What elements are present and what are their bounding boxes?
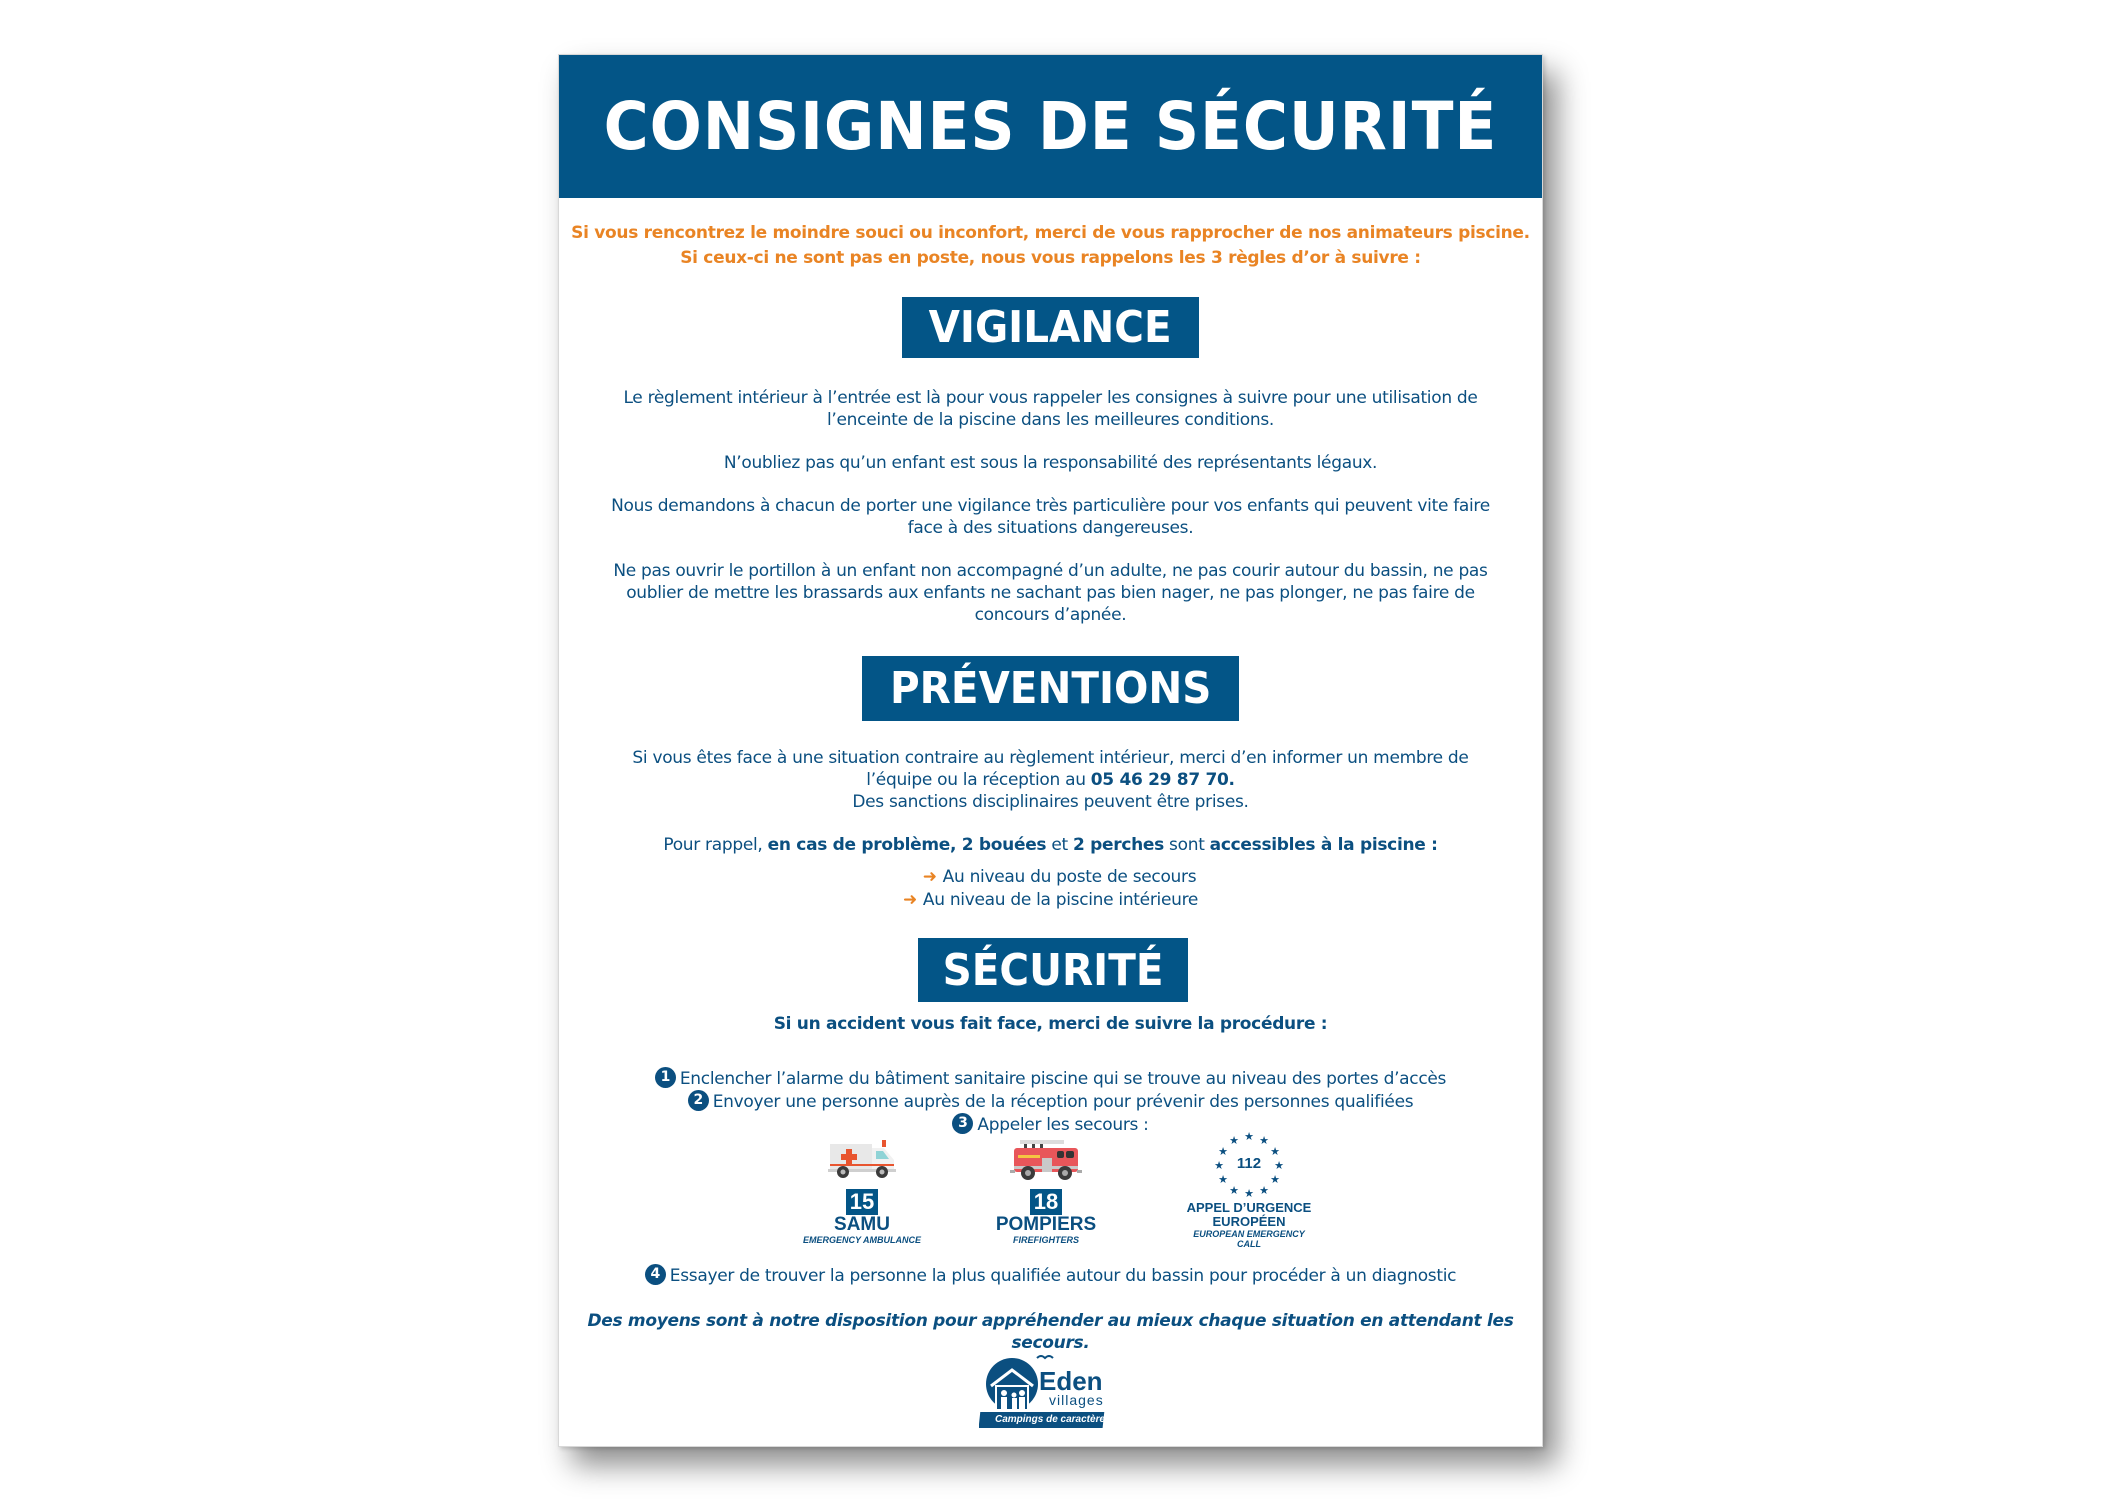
step-number-4-icon: 4 <box>645 1264 666 1285</box>
reminder-text-1: Pour rappel, <box>663 835 768 855</box>
logo-brand: Eden <box>1039 1366 1103 1396</box>
fire-truck-icon <box>1010 1138 1082 1182</box>
reminder-text-3: sont <box>1163 835 1210 855</box>
step-4 <box>559 1265 1542 1287</box>
intro-line-1: Si vous rencontrez le moindre souci ou inconfort, merci de vous rapprocher de nos animateurs piscine. <box>571 223 1530 243</box>
preventions-title-text: PRÉVENTIONS <box>889 663 1212 714</box>
step-4-text: Essayer de trouver la personne la plus qualifiée autour du bassin pour procéder à un diagnostic <box>669 1266 1457 1286</box>
securite-title-text: SÉCURITÉ <box>942 944 1164 996</box>
vigilance-p1-line1: Le règlement intérieur à l’entrée est là pour vous rappeler les consignes à suivre pour une utilisation de <box>623 388 1478 408</box>
logo-tagline: Campings de caractère <box>994 1414 1106 1425</box>
step-2-text: Envoyer une personne auprès de la réception pour prévenir des personnes qualifiées <box>712 1092 1414 1112</box>
reminder-text-2: et <box>1046 835 1073 855</box>
svg-text:★: ★ <box>1244 1187 1254 1197</box>
step-number-1-icon: 1 <box>655 1067 676 1088</box>
vigilance-p2: N’oubliez pas qu’un enfant est sous la responsabilité des représentants légaux. <box>723 453 1378 473</box>
svg-text:★: ★ <box>1270 1173 1280 1186</box>
svg-text:★: ★ <box>1259 1134 1269 1147</box>
step-number-2-icon: 2 <box>688 1090 709 1111</box>
emergency-pompiers <box>991 1138 1101 1245</box>
svg-text:★: ★ <box>1244 1131 1254 1143</box>
closing-statement: Des moyens sont à notre disposition pour appréhender au mieux chaque situation en attendant les secours. <box>587 1311 1514 1353</box>
section-title-securite <box>918 938 1188 1002</box>
preventions-line2-text: l’équipe ou la réception au <box>866 770 1091 790</box>
location-item-1 <box>559 866 1542 888</box>
vigilance-title-text: VIGILANCE <box>928 302 1173 353</box>
eu-label-line1: APPEL D’URGENCE <box>1186 1200 1312 1215</box>
preventions-line1: Si vous êtes face à une situation contraire au règlement intérieur, merci d’en informer un membre de <box>632 748 1469 768</box>
vigilance-p4-line2: oublier de mettre les brassards aux enfants ne sachant pas bien nager, ne pas plonger, ne pas faire de <box>626 583 1475 603</box>
arrow-right-icon: ➜ <box>922 867 937 887</box>
section-title-vigilance <box>902 297 1199 358</box>
step-3-text: Appeler les secours : <box>977 1115 1149 1135</box>
eu-label-line2: EUROPÉEN <box>1212 1214 1286 1229</box>
pompiers-number: 18 <box>1030 1189 1062 1215</box>
reminder-bold-3: accessibles à la piscine : <box>1209 835 1438 855</box>
section-title-preventions <box>862 656 1239 721</box>
pompiers-label: POMPIERS <box>995 1214 1097 1235</box>
logo-sub: villages <box>1049 1392 1104 1408</box>
svg-text:★: ★ <box>1229 1134 1239 1147</box>
svg-text:★: ★ <box>1259 1184 1269 1197</box>
vigilance-p4-line1: Ne pas ouvrir le portillon à un enfant non accompagné d’un adulte, ne pas courir autour du bassin, ne pas <box>613 561 1488 581</box>
preventions-reminder <box>559 834 1542 856</box>
step-1-text: Enclencher l’alarme du bâtiment sanitaire piscine qui se trouve au niveau des portes d’accès <box>679 1069 1447 1089</box>
samu-number: 15 <box>846 1189 878 1215</box>
vigilance-p1-line2: l’enceinte de la piscine dans les meilleures conditions. <box>827 410 1274 430</box>
safety-poster <box>558 54 1543 1447</box>
svg-text:★: ★ <box>1218 1145 1228 1158</box>
location-text-1: Au niveau du poste de secours <box>942 867 1197 887</box>
step-2 <box>559 1091 1542 1113</box>
preventions-line2 <box>559 769 1542 791</box>
pompiers-sublabel: FIREFIGHTERS <box>1012 1235 1079 1245</box>
vigilance-p3-line1: Nous demandons à chacun de porter une vigilance très particulière pour vos enfants qui peuvent vite faire <box>611 496 1490 516</box>
securite-intro: Si un accident vous fait face, merci de suivre la procédure : <box>773 1014 1328 1034</box>
reception-phone: 05 46 29 87 70. <box>1090 770 1235 790</box>
ambulance-icon <box>826 1138 898 1180</box>
step-1 <box>559 1068 1542 1090</box>
svg-text:★: ★ <box>1218 1173 1228 1186</box>
arrow-right-icon: ➜ <box>902 890 917 910</box>
eu-sublabel-line2: CALL <box>1237 1239 1261 1249</box>
step-number-3-icon: 3 <box>952 1113 973 1134</box>
vigilance-p3-line2: face à des situations dangereuses. <box>907 518 1194 538</box>
emergency-112 <box>1179 1131 1319 1249</box>
reminder-bold-1: en cas de problème, 2 bouées <box>767 835 1047 855</box>
emergency-samu <box>797 1138 927 1245</box>
poster-title: CONSIGNES DE SÉCURITÉ <box>603 88 1498 165</box>
svg-text:★: ★ <box>1214 1159 1224 1172</box>
eu-stars-icon <box>1213 1131 1285 1197</box>
samu-sublabel: EMERGENCY AMBULANCE <box>802 1235 921 1245</box>
samu-label: SAMU <box>834 1214 890 1235</box>
location-item-2 <box>559 889 1542 911</box>
location-text-2: Au niveau de la piscine intérieure <box>922 890 1199 910</box>
svg-text:★: ★ <box>1270 1145 1280 1158</box>
svg-text:★: ★ <box>1274 1159 1284 1172</box>
poster-header <box>559 55 1542 198</box>
vigilance-p4-line3: concours d’apnée. <box>974 605 1127 625</box>
preventions-line3: Des sanctions disciplinaires peuvent être prises. <box>852 792 1249 812</box>
eden-villages-logo <box>979 1348 1119 1432</box>
eu-sublabel-line1: EUROPEAN EMERGENCY <box>1193 1229 1305 1239</box>
step-3 <box>559 1114 1542 1136</box>
eu-number: 112 <box>1236 1155 1262 1172</box>
reminder-bold-2: 2 perches <box>1072 835 1164 855</box>
svg-text:★: ★ <box>1229 1184 1239 1197</box>
intro-line-2: Si ceux-ci ne sont pas en poste, nous vous rappelons les 3 règles d’or à suivre : <box>680 248 1421 268</box>
